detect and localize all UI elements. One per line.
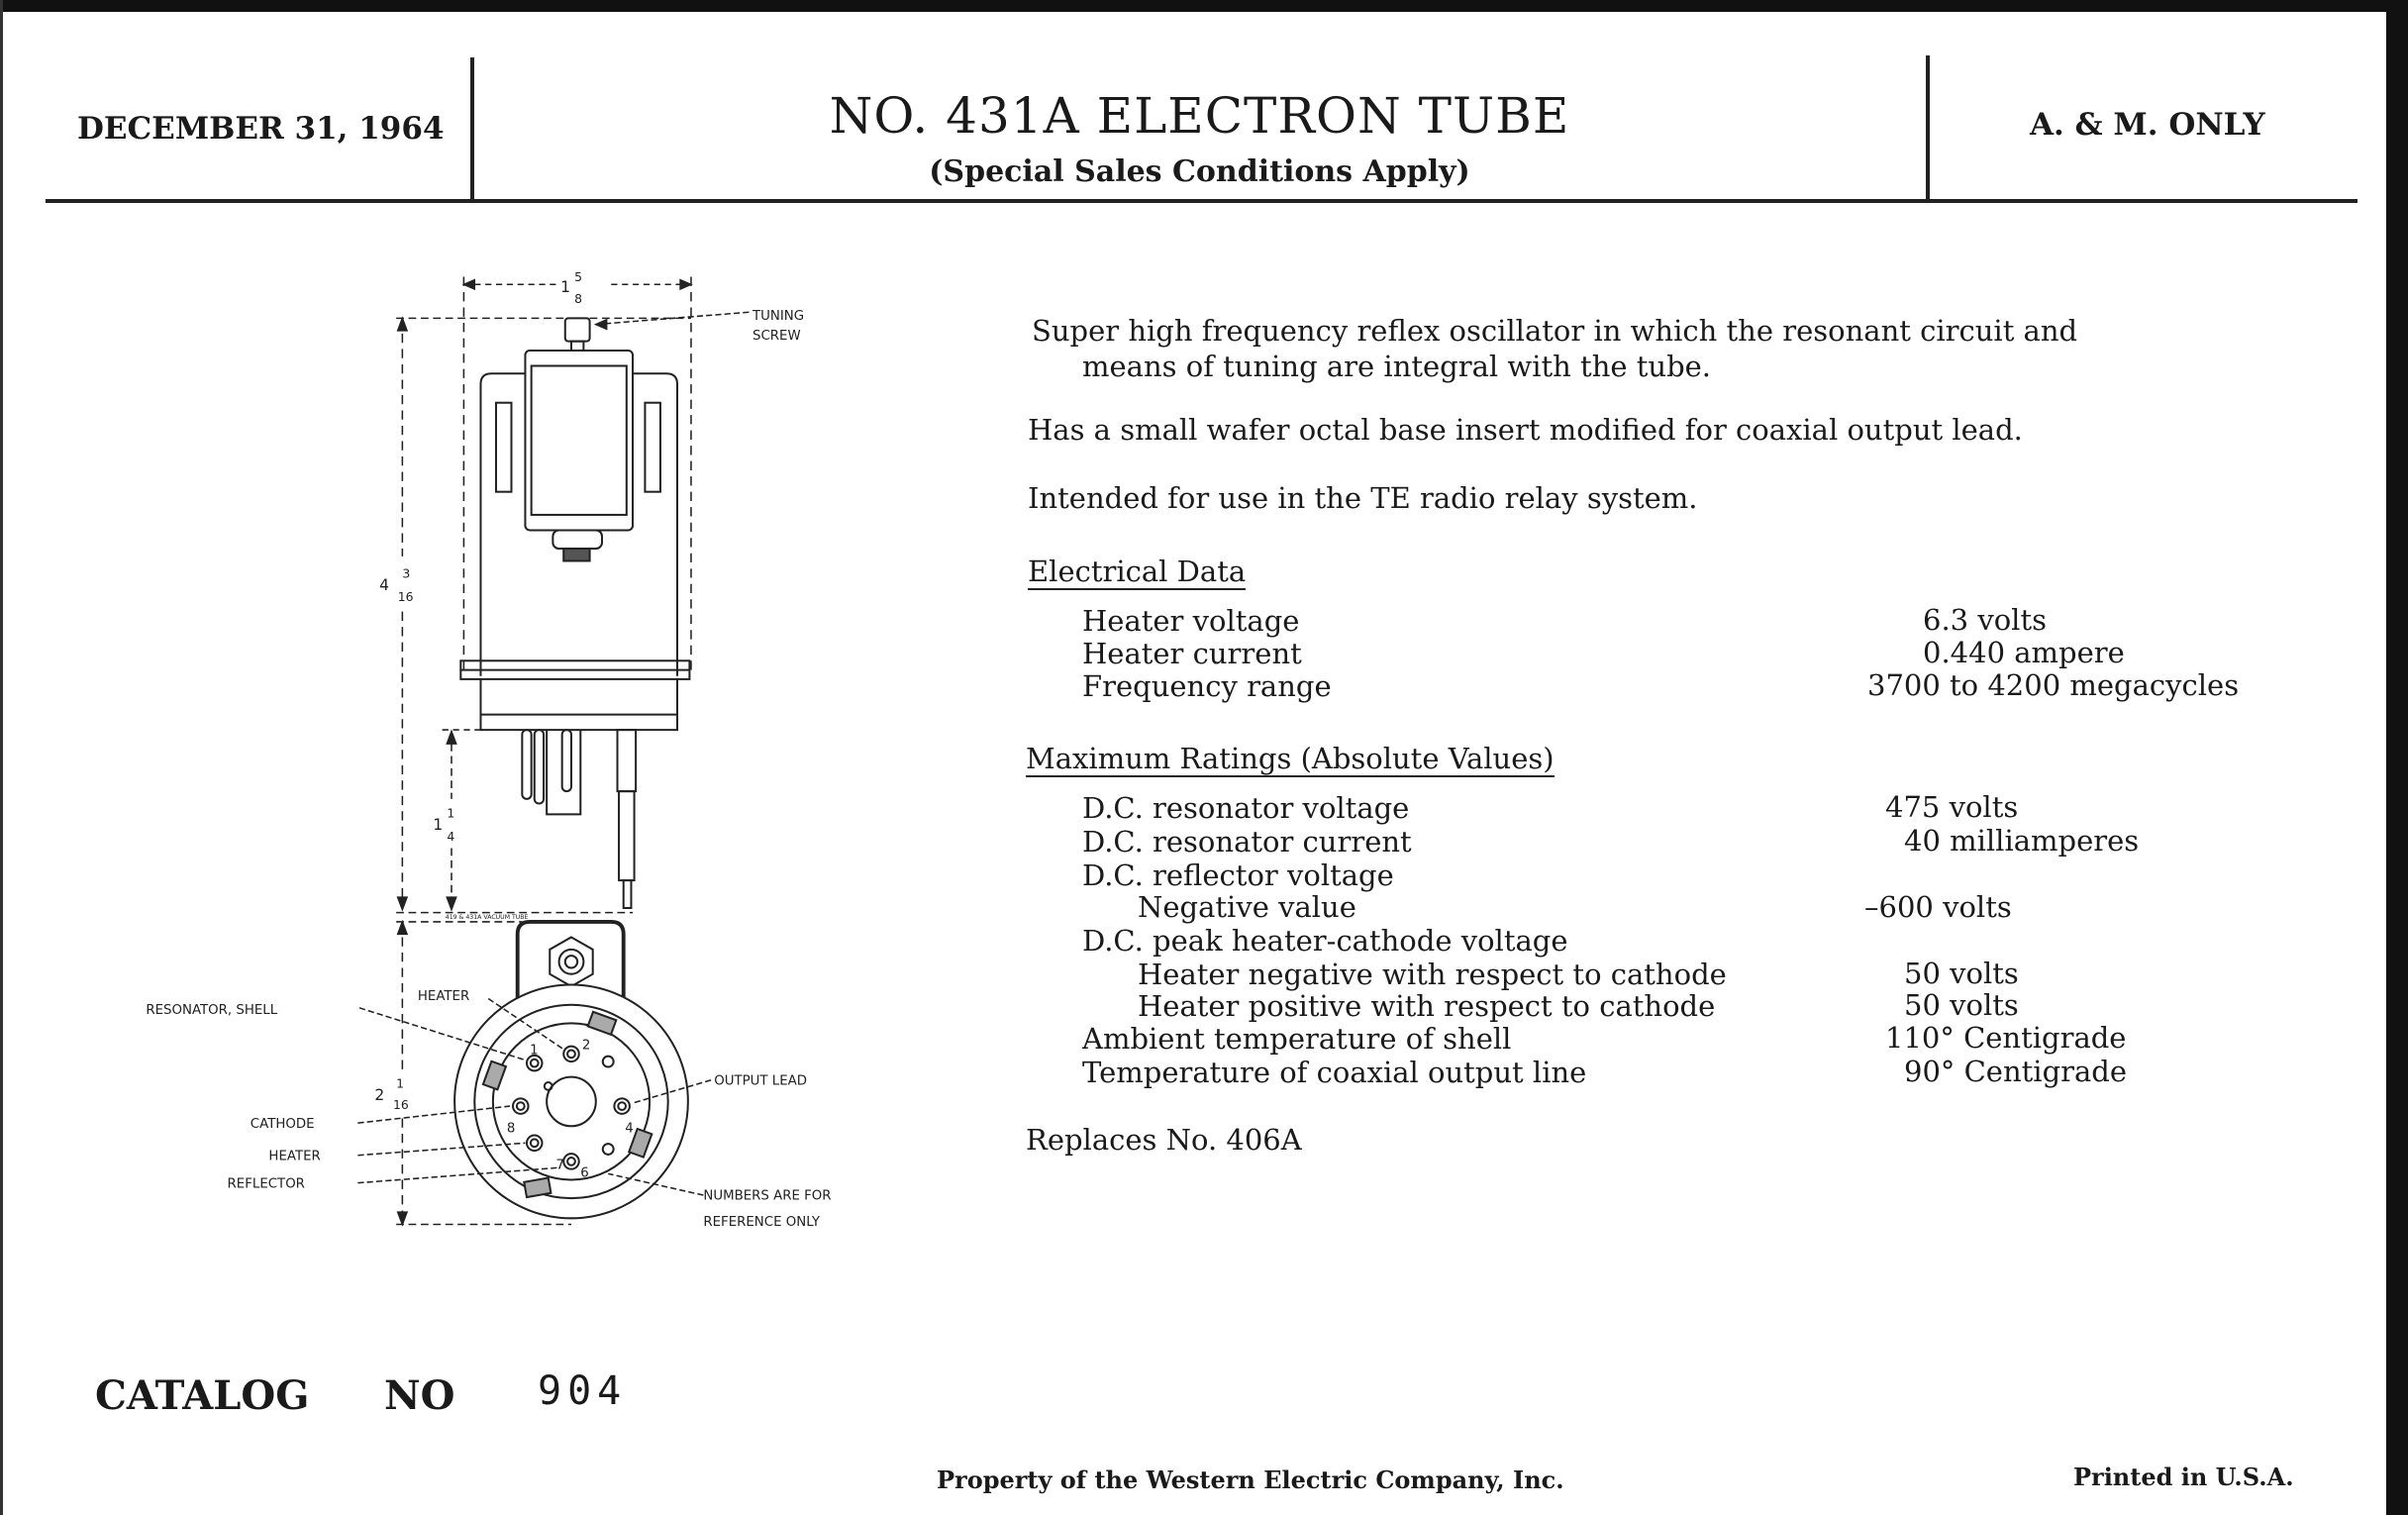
width-dim-num: 5 — [574, 269, 582, 285]
base-dim-num: 1 — [396, 1075, 405, 1091]
rating-label: D.C. resonator current — [1082, 825, 1412, 858]
electrical-value: 3700 to 4200 megacycles — [1867, 668, 2240, 702]
pin-number: 6 — [580, 1165, 589, 1181]
output-lead-label: OUTPUT LEAD — [714, 1073, 808, 1089]
electrical-heading: Electrical Data — [1028, 555, 1247, 588]
width-dim-whole: 1 — [560, 278, 570, 297]
pin-dim-den: 4 — [447, 828, 455, 844]
description-para3: Intended for use in the TE radio relay system. — [1028, 481, 1698, 515]
rating-value: –600 volts — [1864, 890, 2012, 924]
rating-label: Heater negative with respect to cathode — [1138, 958, 1727, 991]
rating-label: Ambient temperature of shell — [1082, 1022, 1512, 1056]
page-title: NO. 431A ELECTRON TUBE — [829, 87, 1570, 145]
date: DECEMBER 31, 1964 — [77, 111, 445, 147]
tuning-screw-label: TUNING — [752, 308, 805, 324]
pin-number: 2 — [581, 1038, 591, 1054]
width-dim-den: 8 — [574, 290, 582, 306]
catalog-no: NO — [384, 1372, 455, 1419]
page-subtitle: (Special Sales Conditions Apply) — [929, 154, 1470, 189]
heater-label: HEATER — [417, 989, 470, 1005]
ratings-heading: Maximum Ratings (Absolute Values) — [1026, 742, 1555, 775]
base-dim-den: 16 — [393, 1097, 409, 1113]
catalog-label: CATALOG — [95, 1372, 310, 1419]
height-dim-den: 16 — [397, 588, 414, 604]
rating-label: Temperature of coaxial output line — [1082, 1056, 1587, 1089]
tube-caption: 419 & 431A VACUUM TUBE — [445, 913, 529, 921]
reference-note: NUMBERS ARE FOR — [703, 1188, 832, 1204]
base-dim-whole: 2 — [374, 1085, 385, 1104]
pin-dim-whole: 1 — [433, 815, 444, 834]
pin-number: 1 — [530, 1043, 539, 1059]
tuning-screw-label: SCREW — [752, 329, 801, 345]
electrical-label: Frequency range — [1082, 669, 1332, 703]
pin-number: 4 — [625, 1121, 634, 1137]
pin-dim-num: 1 — [447, 805, 455, 821]
rating-label: Heater positive with respect to cathode — [1138, 989, 1716, 1023]
height-dim-whole: 4 — [379, 575, 389, 594]
pin-number: 7 — [555, 1158, 564, 1173]
replaces-note: Replaces No. 406A — [1026, 1123, 1302, 1157]
description-line1: Super high frequency reflex oscillator in which the resonant circuit and — [1032, 314, 2078, 348]
electrical-label: Heater voltage — [1082, 604, 1300, 638]
heater-label: HEATER — [268, 1149, 321, 1164]
tube-side-view — [460, 318, 689, 908]
rating-label: D.C. resonator voltage — [1082, 791, 1410, 825]
reference-note: REFERENCE ONLY — [703, 1215, 821, 1231]
width-dimension — [396, 277, 691, 676]
footer-property: Property of the Western Electric Company, Inc. — [937, 1465, 1564, 1494]
rating-value: 110° Centigrade — [1885, 1021, 2127, 1055]
electrical-value: 6.3 volts — [1923, 603, 2047, 637]
rating-value: 40 milliamperes — [1904, 824, 2140, 858]
reflector-label: REFLECTOR — [227, 1176, 305, 1192]
base-bottom-view — [454, 922, 688, 1218]
cathode-label: CATHODE — [250, 1116, 315, 1132]
rating-label: D.C. reflector voltage — [1082, 858, 1394, 892]
rating-value: 90° Centigrade — [1904, 1055, 2128, 1088]
catalog-number: 904 — [538, 1368, 628, 1414]
electrical-label: Heater current — [1082, 637, 1302, 670]
rating-label: Negative value — [1138, 890, 1356, 924]
resonator-shell-label: RESONATOR, SHELL — [146, 1003, 278, 1019]
description-para2: Has a small wafer octal base insert modified for coaxial output lead. — [1028, 413, 2023, 447]
height-dim-num: 3 — [402, 565, 411, 581]
electrical-value: 0.440 ampere — [1923, 636, 2125, 669]
rating-label: D.C. peak heater-cathode voltage — [1082, 924, 1568, 958]
footer-printed: Printed in U.S.A. — [2073, 1463, 2294, 1491]
description-line2: means of tuning are integral with the tube. — [1082, 350, 1712, 383]
restriction: A. & M. ONLY — [2030, 107, 2265, 143]
pin-number: 8 — [506, 1121, 516, 1137]
rating-value: 50 volts — [1904, 957, 2019, 990]
rating-value: 475 volts — [1885, 790, 2019, 824]
rating-value: 50 volts — [1904, 988, 2019, 1022]
